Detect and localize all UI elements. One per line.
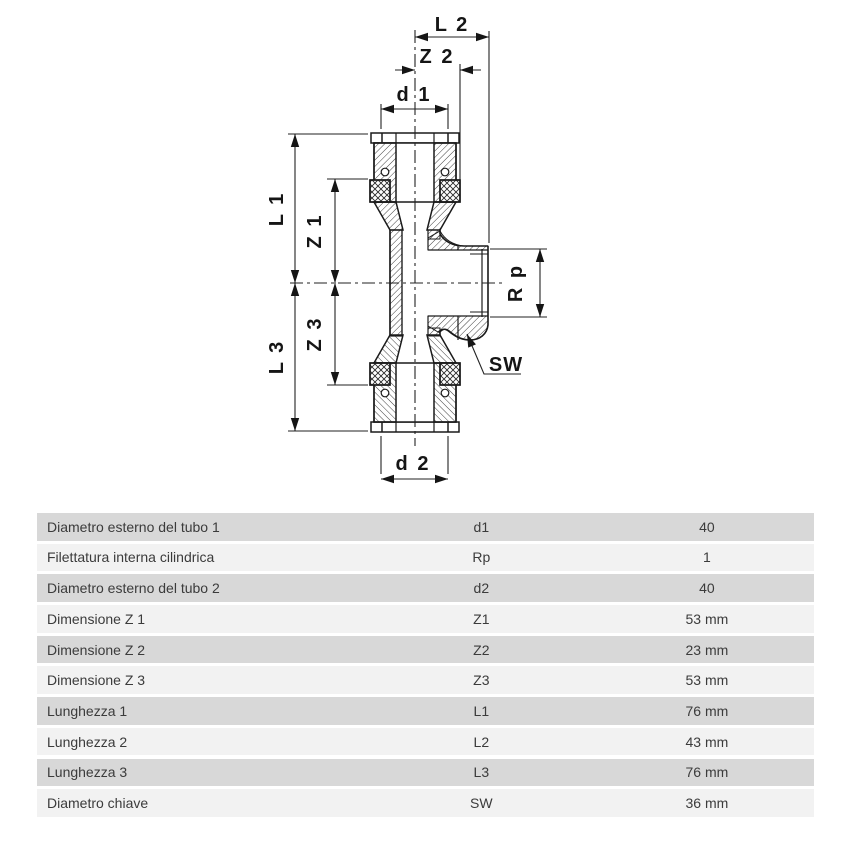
- table-row: [37, 605, 814, 633]
- dimension-name-cell: Filettatura interna cilindrica: [47, 549, 215, 566]
- symbol-cell: Z1: [473, 610, 490, 627]
- table-row: [37, 513, 814, 541]
- value-cell: 53 mm: [685, 610, 729, 627]
- dimension-name-cell: Diametro chiave: [47, 794, 149, 811]
- symbol-cell: L2: [473, 733, 490, 750]
- symbol-cell: d2: [473, 580, 490, 597]
- dimension-name-cell: Lunghezza 1: [47, 702, 128, 719]
- label-z2: Z 2: [419, 46, 455, 68]
- dimension-name-cell: Dimensione Z 3: [47, 672, 146, 689]
- label-rp: R p: [505, 263, 527, 303]
- label-z3: Z 3: [304, 316, 326, 352]
- table-row: [37, 728, 814, 756]
- table-row: [37, 666, 814, 694]
- value-cell: 53 mm: [685, 672, 729, 689]
- value-cell: 23 mm: [685, 641, 729, 658]
- dimension-z3: [327, 283, 368, 385]
- dimension-name-cell: Lunghezza 3: [47, 764, 128, 781]
- label-l1: L 1: [266, 191, 288, 227]
- label-d2: d 2: [395, 453, 431, 475]
- label-sw: SW: [488, 354, 524, 376]
- table-row: [37, 636, 814, 664]
- dimensions-table: [37, 513, 814, 820]
- value-cell: 76 mm: [685, 702, 729, 719]
- symbol-cell: L3: [473, 764, 490, 781]
- symbol-cell: Z2: [473, 641, 490, 658]
- table-row: [37, 574, 814, 602]
- value-cell: 36 mm: [685, 794, 729, 811]
- symbol-cell: Z3: [473, 672, 490, 689]
- value-cell: 76 mm: [685, 764, 729, 781]
- table-row: [37, 544, 814, 572]
- dimension-l1: [288, 134, 368, 283]
- value-cell: 40: [699, 580, 715, 597]
- dimension-name-cell: Dimensione Z 1: [47, 610, 146, 627]
- dimension-name-cell: Diametro esterno del tubo 1: [47, 518, 220, 535]
- value-cell: 40: [699, 518, 715, 535]
- dimension-z1: [327, 179, 368, 283]
- symbol-cell: Rp: [472, 549, 491, 566]
- value-cell: 43 mm: [685, 733, 729, 750]
- dimension-l3: [288, 283, 368, 431]
- symbol-cell: SW: [470, 794, 493, 811]
- dimension-name-cell: Dimensione Z 2: [47, 641, 146, 658]
- label-l2: L 2: [434, 14, 470, 36]
- table-row: [37, 697, 814, 725]
- value-cell: 1: [703, 549, 711, 566]
- symbol-cell: L1: [473, 702, 490, 719]
- table-row: [37, 759, 814, 787]
- dimension-name-cell: Diametro esterno del tubo 2: [47, 580, 220, 597]
- table-row: [37, 789, 814, 817]
- label-l3: L 3: [266, 339, 288, 375]
- symbol-cell: d1: [473, 518, 490, 535]
- label-z1: Z 1: [304, 213, 326, 249]
- dimension-name-cell: Lunghezza 2: [47, 733, 128, 750]
- label-d1: d 1: [396, 84, 432, 106]
